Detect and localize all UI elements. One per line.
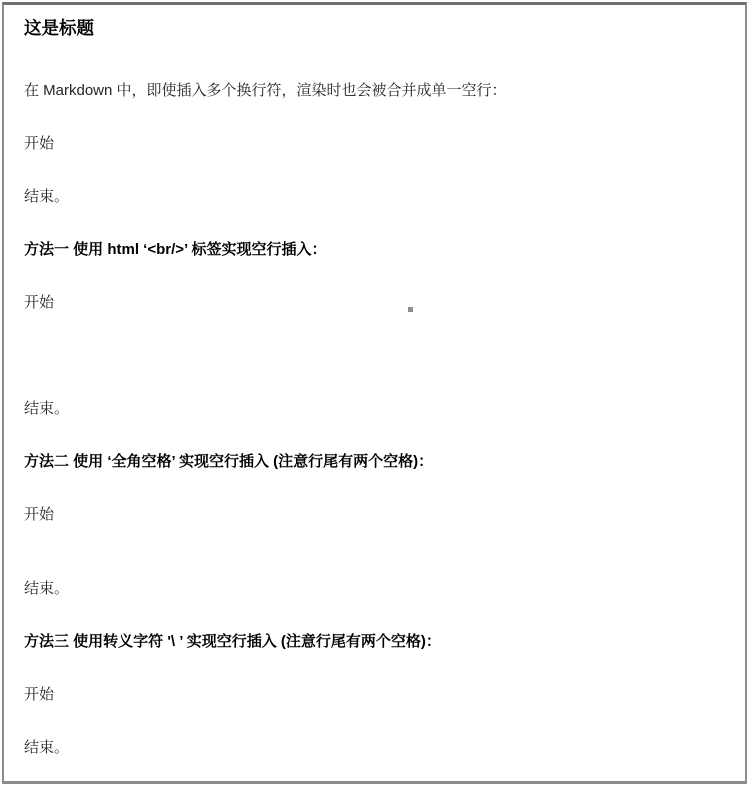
- method-2-start-text: 开始: [24, 506, 55, 523]
- method-1-end-text: 结束。: [24, 400, 70, 417]
- method-3-start-text: 开始: [24, 686, 55, 703]
- intro-paragraph: 在 Markdown 中，即使插入多个换行符，渲染时也会被合并成单一空行：: [24, 82, 507, 99]
- method-3-heading: 方法三 使用转义字符 '\ ’ 实现空行插入 (注意行尾有两个空格)：: [24, 633, 441, 650]
- method-2-heading: 方法二 使用 ‘全角空格’ 实现空行插入 (注意行尾有两个空格)：: [24, 453, 434, 470]
- document-frame: [2, 2, 747, 784]
- method-1-heading: 方法一 使用 html ‘<br/>’ 标签实现空行插入：: [24, 241, 327, 258]
- method-1-blank-line-spacer: [24, 345, 725, 366]
- method-3-end-text: 结束。: [24, 739, 70, 756]
- gray-square-artifact: [408, 307, 413, 312]
- method-1-start-text: 开始: [24, 294, 55, 311]
- method-2-end-text: 结束。: [24, 580, 70, 597]
- doc-title: 这是标题: [24, 18, 94, 38]
- default-end-text: 结束。: [24, 188, 70, 205]
- default-start-text: 开始: [24, 135, 55, 152]
